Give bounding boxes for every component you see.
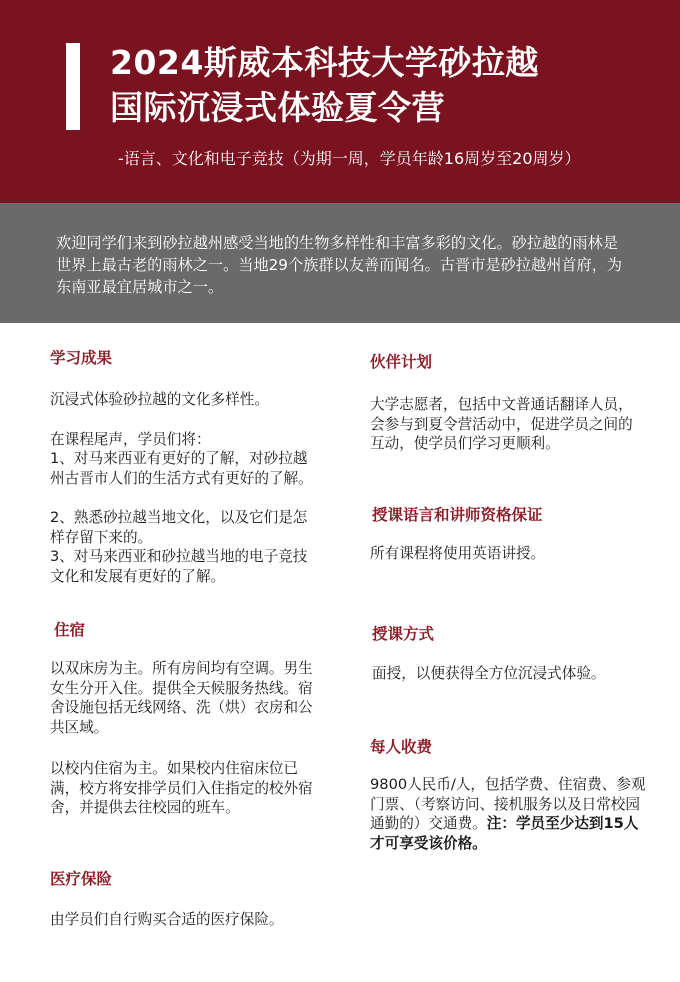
language-p1: 所有课程将使用英语讲授。 xyxy=(370,545,546,562)
intro-banner xyxy=(0,203,680,323)
accommodation-p1: 以双床房为主。所有房间均有空调。男生女生分开入住。提供全天候服务热线。宿舍设施包括无线网络、洗（烘）衣房和公共区域。 xyxy=(50,660,313,736)
intro-text: 欢迎同学们来到砂拉越州感受当地的生物多样性和丰富多彩的文化。砂拉越的雨林是世界上最古老的雨林之一。当地29个族群以友善而闻名。古晋市是砂拉越州首府，为东南亚最宜居城市之一。 xyxy=(56,234,623,296)
partner-heading: 伙伴计划 xyxy=(370,353,433,371)
title-accent-bar xyxy=(66,43,80,130)
fee-note: 注：学员至少达到15人才可享受该价格。 xyxy=(370,815,639,852)
learning-p2: 在课程尾声，学员们将： xyxy=(50,431,211,448)
insurance-p1: 由学员们自行购买合适的医疗保险。 xyxy=(50,911,284,928)
fee-p1 xyxy=(370,775,646,853)
page-title xyxy=(110,40,670,130)
language-heading: 授课语言和讲师资格保证 xyxy=(372,506,543,524)
accommodation-p2: 以校内住宿为主。如果校内住宿床位已满，校方将安排学员们入住指定的校外宿舍，并提供去往校园的班车。 xyxy=(50,760,313,817)
accommodation-heading: 住宿 xyxy=(54,621,86,639)
fee-heading: 每人收费 xyxy=(370,738,433,756)
title-line-2: 国际沉浸式体验夏令营 xyxy=(110,88,445,127)
insurance-heading: 医疗保险 xyxy=(50,870,113,888)
learning-p3: 1、对马来西亚有更好的了解，对砂拉越州古晋市人们的生活方式有更好的了解。 xyxy=(50,450,313,487)
fee-text: 9800人民币/人，包括学费、住宿费、参观门票、（考察访问、接机服务以及日常校园通勤的）交通费。 xyxy=(370,776,646,833)
learning-p4: 2、熟悉砂拉越当地文化，以及它们是怎样存留下来的。 xyxy=(50,509,308,546)
mode-heading: 授课方式 xyxy=(372,625,435,643)
partner-p1: 大学志愿者，包括中文普通话翻译人员，会参与到夏令营活动中，促进学员之间的互动，使学员们学习更顺利。 xyxy=(370,396,633,453)
title-line-1: 2024斯威本科技大学砂拉越 xyxy=(110,43,539,82)
page-subtitle: -语言、文化和电子竞技（为期一周，学员年龄16周岁至20周岁） xyxy=(118,149,581,168)
mode-p1: 面授，以便获得全方位沉浸式体验。 xyxy=(372,665,606,682)
learning-p5: 3、对马来西亚和砂拉越当地的电子竞技文化和发展有更好的了解。 xyxy=(50,548,308,585)
header-banner xyxy=(0,0,680,203)
learning-p1: 沉浸式体验砂拉越的文化多样性。 xyxy=(50,391,269,408)
learning-heading: 学习成果 xyxy=(50,349,113,367)
